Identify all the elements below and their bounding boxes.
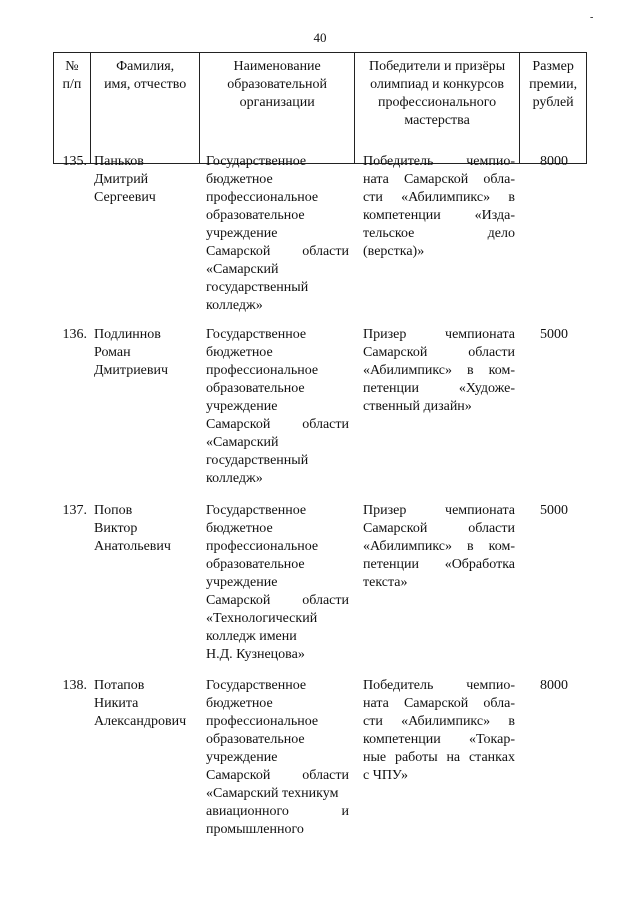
word: в	[467, 363, 474, 378]
word: авиационного	[206, 804, 289, 819]
word: петенции	[363, 557, 420, 572]
text-line: Попов	[94, 503, 133, 518]
justified-line	[363, 380, 515, 398]
row-prize-amount: 8000	[540, 678, 568, 693]
word: дело	[487, 226, 515, 241]
text-line: «Самарский	[206, 435, 279, 450]
text-line: Подлиннов	[94, 327, 161, 342]
justified-line	[363, 153, 515, 171]
justified-line	[363, 695, 515, 713]
text-line: Дмитриевич	[94, 363, 169, 378]
justified-line	[363, 189, 515, 207]
row-organization	[200, 502, 355, 664]
word: и	[341, 804, 349, 819]
row-prize-amount: 8000	[540, 154, 568, 169]
text-line: колледж»	[206, 471, 263, 486]
row-number: 137.	[62, 503, 87, 518]
text-line: Паньков	[94, 154, 144, 169]
text-line: государственный	[206, 280, 309, 295]
row-number: 138.	[62, 678, 87, 693]
justified-line	[363, 344, 515, 362]
text-line: «Технологический	[206, 611, 318, 626]
justified-line	[363, 677, 515, 695]
word: Самарской	[206, 593, 271, 608]
text-line: Александрович	[94, 714, 187, 729]
word: обла-	[483, 696, 515, 711]
row-organization	[200, 326, 355, 488]
word: Самарской	[206, 244, 271, 259]
text-line: Государственное	[206, 678, 307, 693]
justified-line	[363, 362, 515, 380]
text-line: профессиональное	[206, 190, 319, 205]
table-row	[53, 677, 587, 839]
text-line: профессиональное	[206, 363, 319, 378]
word: области	[468, 521, 515, 536]
text-line: учреждение	[206, 575, 278, 590]
text-line: промышленного	[206, 822, 304, 837]
justified-line	[206, 803, 349, 821]
word: области	[302, 768, 349, 783]
text-line: Роман	[94, 345, 131, 360]
word: компетенции	[363, 208, 441, 223]
justified-line	[363, 520, 515, 538]
word: области	[468, 345, 515, 360]
word: Призер	[363, 503, 407, 518]
text-line: учреждение	[206, 750, 278, 765]
word: обла-	[483, 172, 515, 187]
table-header	[53, 52, 587, 164]
word: «Обработка	[444, 557, 515, 572]
word: в	[467, 539, 474, 554]
corner-mark: -	[590, 12, 594, 23]
text-line: государственный	[206, 453, 309, 468]
text-line: колледж имени	[206, 629, 297, 644]
word: «Абилимпикс»	[363, 363, 453, 378]
word: чемпио-	[466, 154, 515, 169]
row-prize-amount: 5000	[540, 503, 568, 518]
text-line: Сергеевич	[94, 190, 156, 205]
word: тельское	[363, 226, 415, 241]
text-line: колледж»	[206, 298, 263, 313]
text-line: «Самарский	[206, 262, 279, 277]
text-line: учреждение	[206, 399, 278, 414]
word: «Абилимпикс»	[401, 190, 491, 205]
word: Самарской	[363, 345, 428, 360]
text-line: бюджетное	[206, 696, 273, 711]
word: области	[302, 593, 349, 608]
word: Самарской	[206, 417, 271, 432]
word: ком-	[488, 363, 515, 378]
text-line: образовательное	[206, 557, 305, 572]
row-achievement	[355, 326, 521, 488]
word: чемпионата	[445, 327, 515, 342]
justified-line	[206, 767, 349, 785]
text-line: текста»	[363, 575, 408, 590]
header-num: № п/п	[54, 53, 91, 163]
word: чемпио-	[466, 678, 515, 693]
justified-line	[363, 731, 515, 749]
justified-line	[363, 713, 515, 731]
word: «Изда-	[474, 208, 515, 223]
justified-line	[363, 502, 515, 520]
row-full-name	[90, 677, 200, 839]
header-prize: Размер премии, рублей	[529, 59, 578, 110]
row-number: 136.	[62, 327, 87, 342]
text-line: Государственное	[206, 327, 307, 342]
word: ната	[363, 172, 389, 187]
justified-line	[363, 225, 515, 243]
word: Самарской	[403, 696, 469, 711]
text-line: Виктор	[94, 521, 138, 536]
word: Победитель	[363, 678, 434, 693]
text-line: профессиональное	[206, 539, 319, 554]
text-line: Анатольевич	[94, 539, 171, 554]
justified-line	[363, 326, 515, 344]
text-line: бюджетное	[206, 172, 273, 187]
word: области	[302, 244, 349, 259]
row-achievement	[355, 502, 521, 664]
row-achievement	[355, 677, 521, 839]
text-line: с ЧПУ»	[363, 768, 408, 783]
row-organization	[200, 153, 355, 315]
row-prize-amount: 5000	[540, 327, 568, 342]
word: Самарской	[206, 768, 271, 783]
text-line: «Самарский техникум	[206, 786, 339, 801]
text-line: образовательное	[206, 381, 305, 396]
text-line: Государственное	[206, 503, 307, 518]
text-line: образовательное	[206, 732, 305, 747]
word: области	[302, 417, 349, 432]
header-organization: Наименование образовательной организации	[200, 53, 354, 163]
word: ком-	[488, 539, 515, 554]
justified-line	[363, 538, 515, 556]
table-row	[53, 153, 587, 315]
justified-line	[363, 171, 515, 189]
word: ната	[363, 696, 389, 711]
row-full-name	[90, 153, 200, 315]
row-organization	[200, 677, 355, 839]
justified-line	[206, 592, 349, 610]
justified-line	[363, 556, 515, 574]
word: ные	[363, 750, 387, 765]
text-line: ственный дизайн»	[363, 399, 472, 414]
word: на	[446, 750, 461, 765]
justified-line	[363, 207, 515, 225]
row-full-name	[90, 502, 200, 664]
text-line: образовательное	[206, 208, 305, 223]
justified-line	[206, 416, 349, 434]
word: Призер	[363, 327, 407, 342]
word: петенции	[363, 381, 420, 396]
row-full-name	[90, 326, 200, 488]
word: Самарской	[403, 172, 469, 187]
word: компетенции	[363, 732, 441, 747]
word: «Токар-	[469, 732, 515, 747]
word: Победитель	[363, 154, 434, 169]
row-achievement	[355, 153, 521, 315]
word: работы	[394, 750, 438, 765]
page-number: 40	[313, 30, 327, 45]
text-line: профессиональное	[206, 714, 319, 729]
word: «Художе-	[458, 381, 515, 396]
justified-line	[363, 749, 515, 767]
word: станках	[468, 750, 515, 765]
word: сти	[363, 190, 383, 205]
word: «Абилимпикс»	[401, 714, 491, 729]
word: Самарской	[363, 521, 428, 536]
table-row	[53, 502, 587, 664]
justified-line	[206, 243, 349, 261]
text-line: Никита	[94, 696, 139, 711]
text-line: Потапов	[94, 678, 145, 693]
text-line: учреждение	[206, 226, 278, 241]
text-line: Дмитрий	[94, 172, 149, 187]
text-line: Государственное	[206, 154, 307, 169]
text-line: (верстка)»	[363, 244, 425, 259]
header-name: Фамилия, имя, отчество	[91, 53, 201, 163]
word: в	[508, 714, 515, 729]
text-line: бюджетное	[206, 521, 273, 536]
text-line: бюджетное	[206, 345, 273, 360]
text-line: Н.Д. Кузнецова»	[206, 647, 305, 662]
row-number: 135.	[62, 154, 87, 169]
header-winners: Победители и призёры олимпиад и конкурсов профессионального мастерства	[355, 53, 520, 163]
word: сти	[363, 714, 383, 729]
table-row	[53, 326, 587, 488]
word: «Абилимпикс»	[363, 539, 453, 554]
word: чемпионата	[445, 503, 515, 518]
word: в	[508, 190, 515, 205]
